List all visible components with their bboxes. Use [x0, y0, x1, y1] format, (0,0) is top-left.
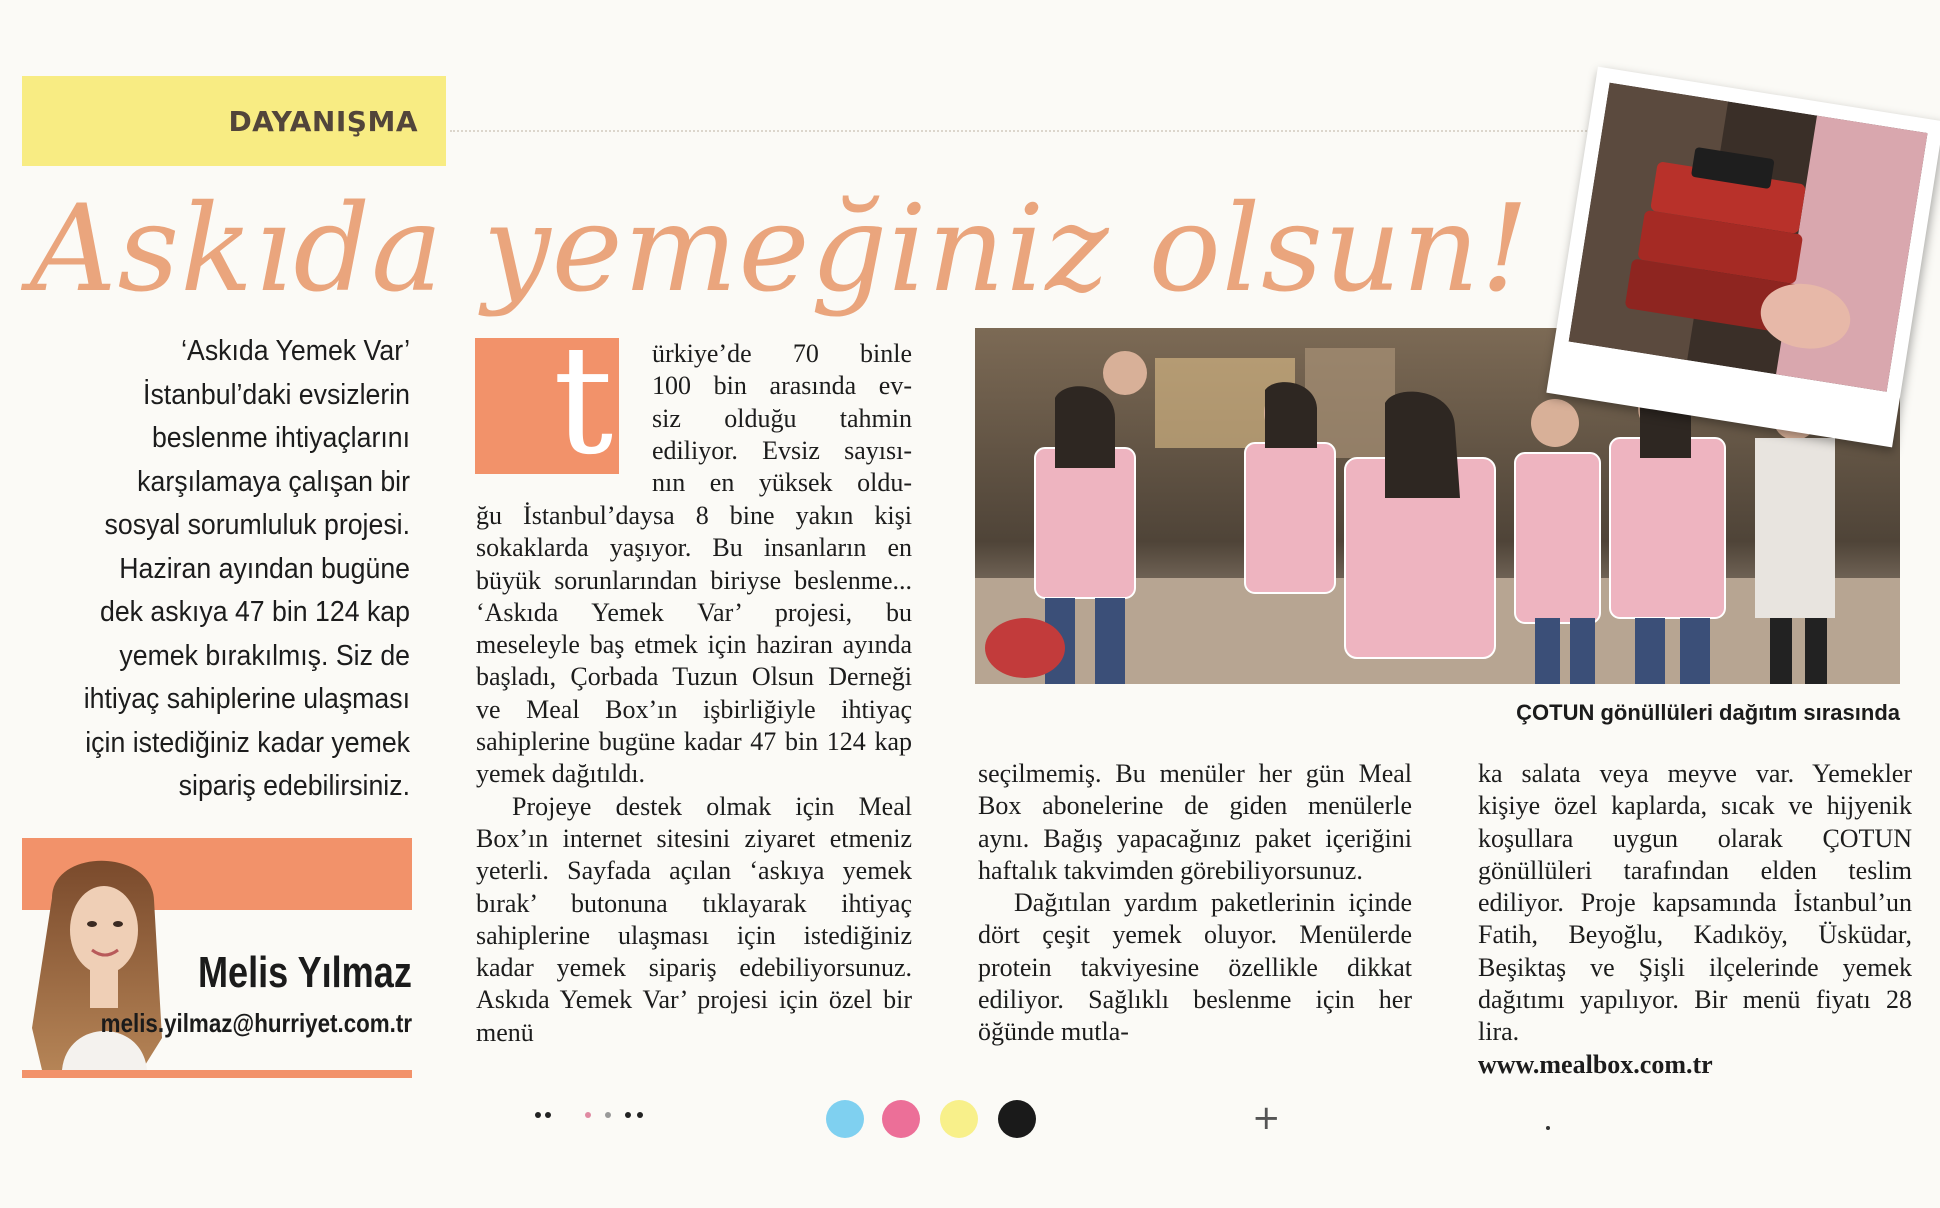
registration-circle-yellow: [940, 1100, 978, 1138]
author-bottom-rule: [22, 1070, 412, 1078]
registration-plus-icon: +: [1252, 1098, 1281, 1138]
reg-dot: [585, 1112, 591, 1118]
reg-dot: [605, 1112, 611, 1118]
section-tag-label: DAYANIŞMA: [228, 104, 418, 138]
body-line: ürkiye’de 70 binle: [652, 339, 912, 368]
intro-line: karşılamaya çalışan bir: [137, 465, 410, 498]
body-line: nın en yüksek oldu-: [652, 468, 912, 498]
intro-line: yemek bırakılmış. Siz de: [119, 639, 410, 672]
column-1-top: [652, 338, 912, 499]
body-paragraph: Projeye destek olmak için Meal Box’ın internet sitesini ziyaret etmeniz yeterli. Sayfada açılan ‘askıya yemek bırak’ butonuna tıklayarak ihtiyaç sahiplerine ulaşması için istediğiniz kadar yemek sipariş edebiliyorsunuz. Askıda Yemek Var’ projesi için özel bir menü: [476, 791, 912, 1047]
intro-line: Haziran ayından bugüne: [119, 552, 411, 585]
reg-dot: [535, 1112, 541, 1118]
author-box: [22, 838, 412, 1078]
body-line: siz olduğu tahmin: [652, 403, 912, 433]
registration-circle-magenta: [882, 1100, 920, 1138]
reg-dot: [545, 1112, 551, 1118]
body-paragraph: seçilmemiş. Bu menüler her gün Meal Box abonelerine de giden menülerle aynı. Bağış yapacağınız paket içeriğini haftalık takvimden görebiliyorsunuz.: [978, 759, 1412, 885]
intro-line: için istediğiniz kadar yemek: [85, 726, 410, 759]
headline: Askıda yemeğiniz olsun!: [30, 180, 1530, 319]
intro-line: sipariş edebilirsiniz.: [178, 770, 410, 802]
body-paragraph: Dağıtılan yardım paketlerinin içinde dört çeşit yemek oluyor. Menülerde protein takviyesine özellikle dikkat ediliyor. Sağlıklı beslenme için her öğünde mutla-: [978, 888, 1412, 1047]
intro-line: sosyal sorumluluk projesi.: [104, 509, 411, 541]
drop-cap-letter: t: [553, 314, 614, 488]
meal-boxes-photo: [1569, 83, 1928, 392]
reg-dot: [625, 1112, 631, 1118]
body-line: ediliyor. Evsiz sayısı-: [652, 435, 912, 465]
intro-line: dek askıya 47 bin 124 kap: [99, 596, 410, 628]
website-link[interactable]: www.mealbox.com.tr: [1478, 1049, 1713, 1079]
photo-caption: ÇOTUN gönüllüleri dağıtım sırasında: [1516, 700, 1900, 725]
intro-line: ihtiyaç sahiplerine ulaşması: [83, 683, 411, 715]
intro-line: beslenme ihtiyaçlarını: [151, 422, 410, 454]
column-3: [1478, 758, 1912, 1081]
body-paragraph: ka salata veya meyve var. Yemekler kişiye özel kaplarda, sıcak ve hijyenik koşullara uygun olarak ÇOTUN gönüllüleri tarafından elden teslim ediliyor. Proje kapsamında İstanbul’un Fatih, Beyoğlu, Kadıköy, Üsküdar, Beşiktaş ve Şişli ilçelerinde yemek dağıtımı yapılıyor. Bir menü fiyatı 28 lira.: [1478, 759, 1912, 1047]
reg-dot: [637, 1112, 643, 1118]
body-paragraph: ğu İstanbul’daysa 8 bine yakın kişi sokaklarda yaşıyor. Bu insanların en büyük sorunlarından biriyse beslenme... ‘Askıda Yemek Var’ projesi, bu meseleyle baş etmek için haziran ayında başladı, Çorbada Tuzun Olsun Derneği ve Meal Box’ın işbirliğiyle ihtiyaç sahiplerine bugüne kadar 47 bin 124 kap yemek dağıtıldı.: [476, 501, 912, 789]
column-2: [978, 758, 1412, 1049]
intro-line: İstanbul’daki evsizlerin: [143, 378, 410, 411]
section-tag: [22, 76, 446, 166]
registration-circle-black: [998, 1100, 1036, 1138]
drop-cap: [475, 314, 619, 488]
intro-text: [70, 330, 410, 809]
registration-circle-cyan: [826, 1100, 864, 1138]
intro-line: ‘Askıda Yemek Var’: [181, 335, 410, 367]
author-name: Melis Yılmaz: [198, 948, 412, 997]
column-1: [476, 500, 912, 1049]
author-email: melis.yilmaz@hurriyet.com.tr: [100, 1008, 412, 1038]
print-dot: [1546, 1126, 1550, 1130]
polaroid-photo: [1546, 67, 1940, 448]
body-line: 100 bin arasında ev-: [652, 371, 912, 401]
